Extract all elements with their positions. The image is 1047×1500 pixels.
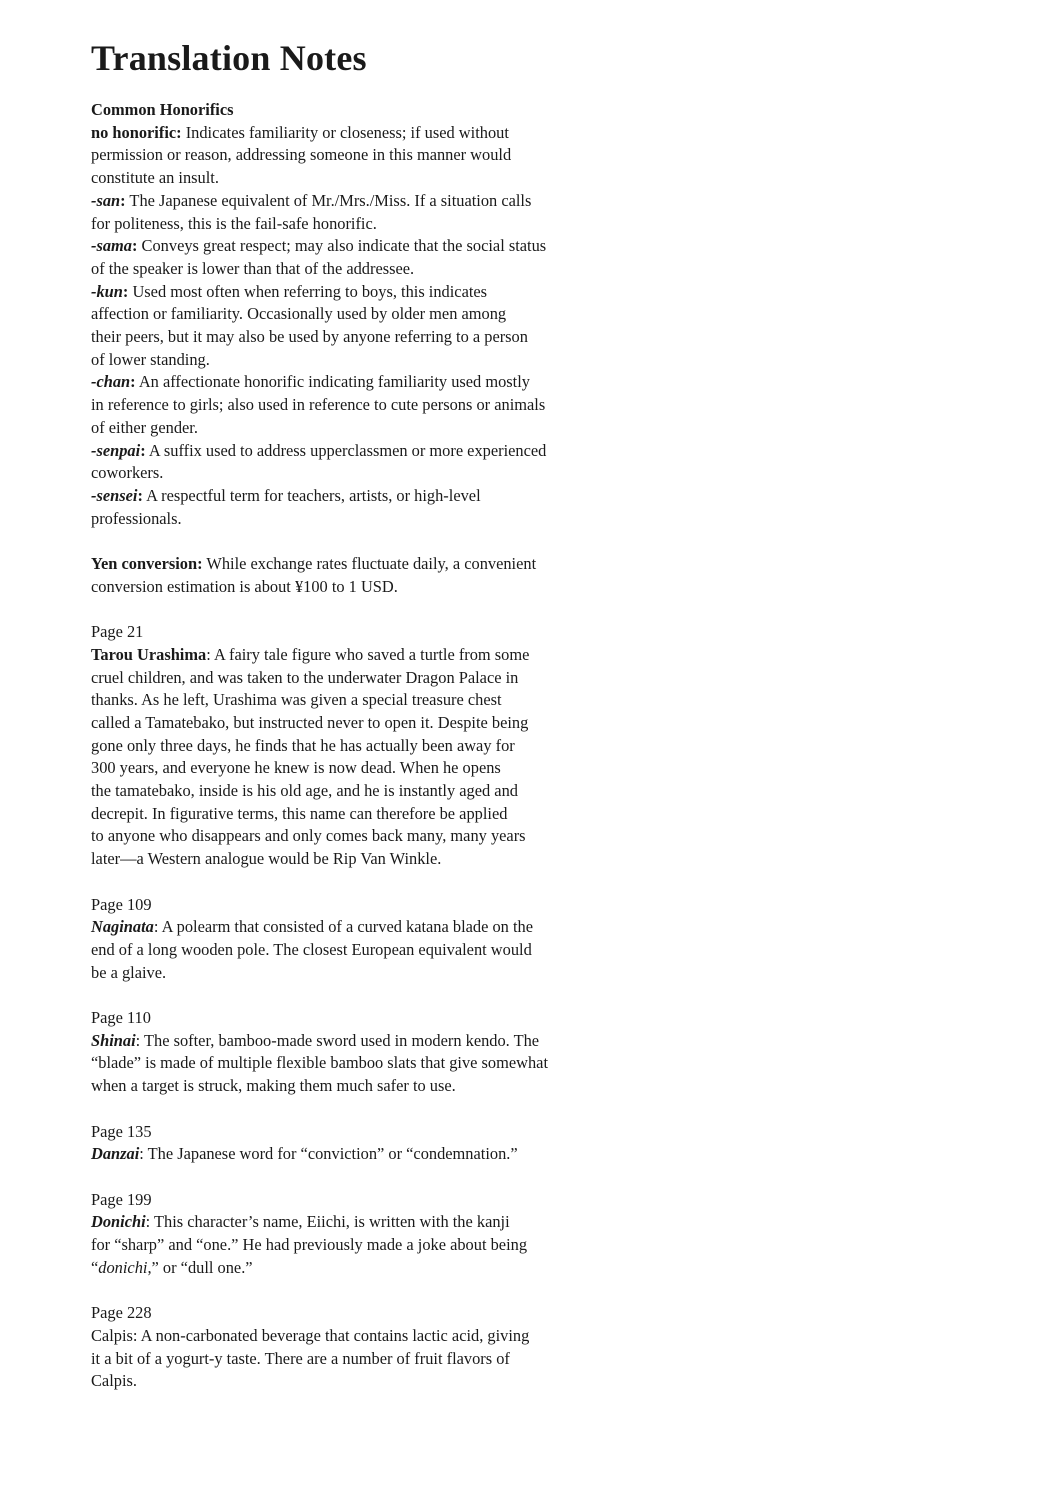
note-page-228: [91, 1302, 631, 1393]
entry-text: The Japanese equivalent of Mr./Mrs./Miss. If a situation calls: [125, 190, 532, 210]
entry-term: Yen conversion:: [91, 554, 203, 574]
entry-text: thanks. As he left, Urashima was given a special treasure chest: [91, 690, 502, 710]
entry-text: gone only three days, he finds that he has actually been away for: [91, 735, 515, 755]
note-page-109: [91, 894, 631, 985]
entry-colon: :: [131, 236, 138, 256]
entry-san: [91, 190, 631, 235]
entry-text: cruel children, and was taken to the underwater Dragon Palace in: [91, 667, 519, 687]
entry-text: to anyone who disappears and only comes back many, many years: [91, 826, 526, 846]
entry-text: Calpis: A non-carbonated beverage that contains lactic acid, giving: [91, 1325, 530, 1345]
entry-text: affection or familiarity. Occasionally used by older men among: [91, 304, 507, 324]
entry-text: for “sharp” and “one.” He had previously made a joke about being: [91, 1235, 528, 1255]
translation-notes-page: [91, 36, 631, 1393]
entry-text: later—a Western analogue would be Rip Van Winkle.: [91, 849, 442, 869]
entry-text: it a bit of a yogurt-y taste. There are a number of fruit flavors of: [91, 1348, 510, 1368]
entry-text: Conveys great respect; may also indicate that the social status: [137, 236, 547, 256]
entry-text: their peers, but it may also be used by anyone referring to a person: [91, 327, 528, 347]
entry-term: -san: [91, 190, 121, 210]
entry-text: be a glaive.: [91, 962, 167, 982]
entry-text: : The Japanese word for “conviction” or “condemnation.”: [139, 1144, 518, 1164]
entry-text: : This character’s name, Eiichi, is written with the kanji: [145, 1212, 510, 1232]
entry-text: when a target is struck, making them much safer to use.: [91, 1076, 456, 1096]
entry-term: Danzai: [91, 1144, 140, 1164]
note-page-110: [91, 1007, 631, 1098]
entry-text: called a Tamatebako, but instructed never to open it. Despite being: [91, 712, 529, 732]
entry-text: While exchange rates fluctuate daily, a convenient: [202, 554, 537, 574]
entry-term: Naginata: [91, 917, 154, 937]
entry-text: for politeness, this is the fail-safe honorific.: [91, 213, 377, 233]
page-reference: Page 135: [91, 1121, 152, 1141]
entry-text: A respectful term for teachers, artists, or high-level: [142, 485, 481, 505]
entry-term: -chan: [91, 372, 131, 392]
entry-italic-term: donichi: [98, 1257, 148, 1277]
entry-sensei: [91, 485, 631, 530]
entry-text: in reference to girls; also used in reference to cute persons or animals: [91, 395, 546, 415]
yen-conversion-note: [91, 553, 631, 598]
entry-term: Shinai: [91, 1030, 136, 1050]
entry-term: Donichi: [91, 1212, 146, 1232]
entry-term: -sensei: [91, 485, 138, 505]
entry-text: An affectionate honorific indicating familiarity used mostly: [135, 372, 530, 392]
entry-text: the tamatebako, inside is his old age, and he is instantly aged and: [91, 781, 518, 801]
page-reference: Page 21: [91, 622, 144, 642]
entry-text: permission or reason, addressing someone in this manner would: [91, 145, 512, 165]
entry-chan: [91, 371, 631, 439]
entry-text: of lower standing.: [91, 349, 210, 369]
entry-term: no honorific:: [91, 122, 182, 142]
entry-text: of either gender.: [91, 417, 198, 437]
honorifics-section: [91, 99, 631, 530]
entry-no-honorific: [91, 122, 631, 190]
entry-text: conversion estimation is about ¥100 to 1 USD.: [91, 576, 398, 596]
entry-text: coworkers.: [91, 463, 164, 483]
section-heading: Common Honorifics: [91, 100, 234, 119]
entry-text: constitute an insult.: [91, 168, 219, 188]
entry-text: decrepit. In figurative terms, this name can therefore be applied: [91, 803, 508, 823]
entry-text: “: [91, 1257, 99, 1277]
entry-term: Tarou Urashima: [91, 644, 207, 664]
page-reference: Page 199: [91, 1189, 152, 1209]
entry-kun: [91, 281, 631, 372]
page-title: Translation Notes: [91, 38, 367, 78]
entry-text: Calpis.: [91, 1371, 137, 1391]
entry-text: : A fairy tale figure who saved a turtle from some: [206, 644, 530, 664]
entry-text: professionals.: [91, 508, 182, 528]
entry-term: -sama: [91, 236, 132, 256]
entry-colon: :: [130, 372, 136, 392]
entry-text: Used most often when referring to boys, this indicates: [128, 281, 488, 301]
entry-colon: :: [120, 190, 126, 210]
entry-text: : A polearm that consisted of a curved katana blade on the: [153, 917, 533, 937]
entry-text: A suffix used to address upperclassmen or more experienced: [145, 440, 547, 460]
note-page-199: [91, 1189, 631, 1280]
entry-colon: :: [122, 281, 129, 301]
entry-term: -kun: [91, 281, 123, 301]
entry-colon: :: [140, 440, 146, 460]
entry-text: Indicates familiarity or closeness; if used without: [181, 122, 509, 142]
entry-text: 300 years, and everyone he knew is now dead. When he opens: [91, 758, 501, 778]
page-reference: Page 109: [91, 894, 152, 914]
note-page-135: [91, 1121, 631, 1166]
page-reference: Page 228: [91, 1303, 152, 1323]
entry-text: “blade” is made of multiple flexible bamboo slats that give somewhat: [91, 1053, 548, 1073]
entry-text: end of a long wooden pole. The closest European equivalent would: [91, 939, 532, 959]
entry-sama: [91, 235, 631, 280]
entry-text: : The softer, bamboo-made sword used in modern kendo. The: [135, 1030, 540, 1050]
entry-text: ,” or “dull one.”: [147, 1257, 253, 1277]
entry-term: -senpai: [91, 440, 141, 460]
note-page-21: [91, 621, 631, 871]
entry-senpai: [91, 440, 631, 485]
entry-colon: :: [137, 485, 143, 505]
entry-text: of the speaker is lower than that of the addressee.: [91, 258, 415, 278]
page-reference: Page 110: [91, 1008, 151, 1028]
